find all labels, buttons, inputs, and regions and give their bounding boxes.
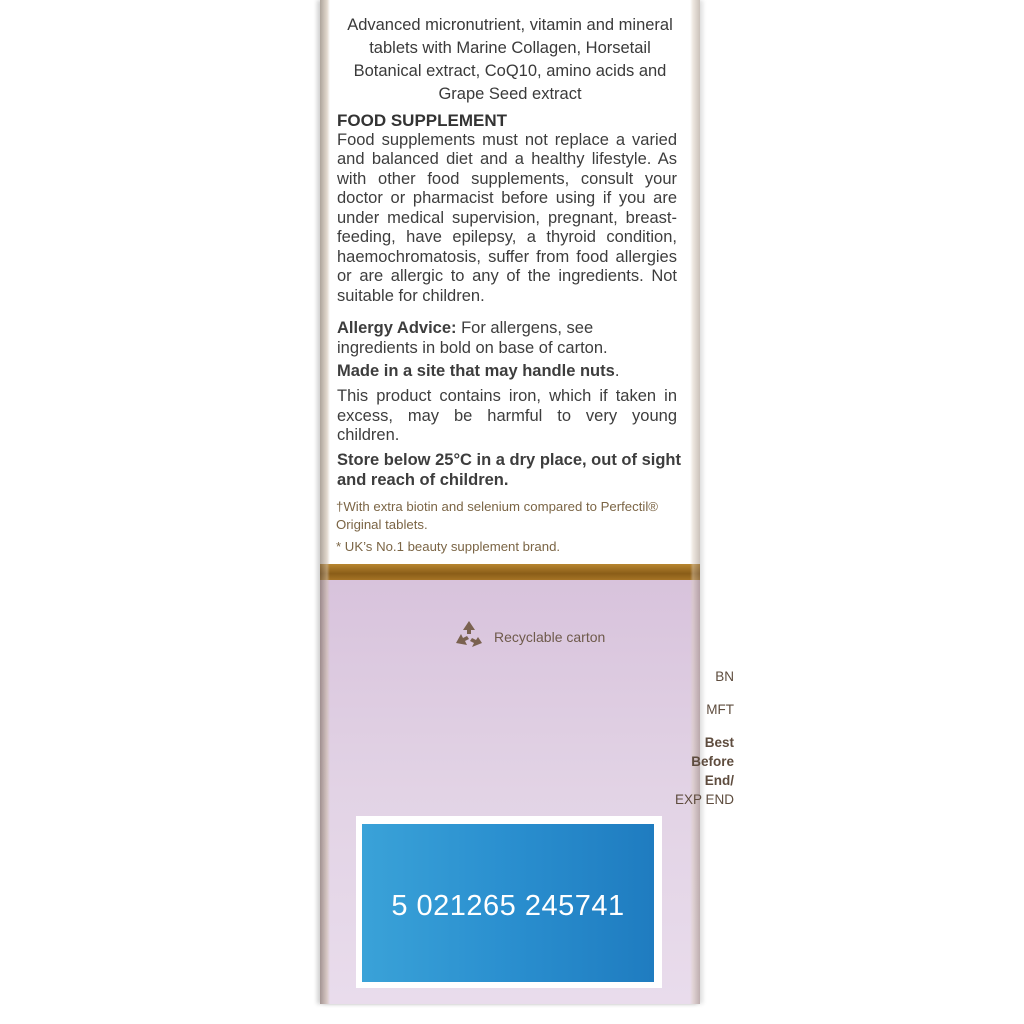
best-before-line-1: Best	[704, 735, 734, 750]
recyclable-carton-label	[452, 618, 605, 655]
nuts-warning	[337, 362, 677, 382]
footnote-brand: * UK’s No.1 beauty supplement brand.	[336, 539, 561, 554]
batch-number-label: BN	[715, 669, 734, 684]
supplement-section	[337, 111, 677, 306]
barcode-area	[356, 816, 662, 988]
best-before-label	[691, 733, 734, 790]
nuts-warning-bold: Made in a site that may handle nuts	[337, 362, 615, 380]
manufacture-date-label: MFT	[706, 702, 734, 717]
product-description: Advanced micronutrient, vitamin and mineral tablets with Marine Collagen, Horsetail Botanical extract, CoQ10, amino acids and Grape Seed extract	[347, 16, 673, 103]
footnote-biotin: †With extra biotin and selenium compared to Perfectil® Original tablets.	[336, 499, 658, 532]
storage-instructions: Store below 25°C in a dry place, out of sight and reach of children.	[337, 451, 681, 489]
barcode-panel	[362, 824, 654, 982]
best-before-line-3: End/	[704, 773, 734, 788]
recyclable-text: Recyclable carton	[494, 628, 606, 645]
supplement-warning-text: Food supplements must not replace a varied and balanced diet and a healthy lifestyle. As with other food supplements, consult your doctor or pharmacist before using if you are under medical supervision, pregnant, breast-feeding, have epilepsy, a thyroid condition, haemochromatosis, suffer from food allergies or are allergic to any of the ingredients. Not suitable for children.	[337, 130, 677, 305]
gold-stripe	[320, 564, 700, 580]
best-before-line-2: Before	[691, 754, 734, 769]
carton-right-edge	[690, 0, 700, 1004]
allergy-advice	[337, 319, 677, 358]
expiry-end-label: EXP END	[674, 792, 734, 807]
carton-left-edge	[320, 0, 330, 1004]
food-supplement-heading: FOOD SUPPLEMENT	[337, 111, 508, 130]
recycle-icon	[452, 618, 486, 655]
barcode-number: 5 021265 245741	[391, 889, 625, 922]
iron-warning: This product contains iron, which if taken in excess, may be harmful to very young children.	[337, 387, 677, 444]
allergy-label: Allergy Advice:	[337, 319, 457, 337]
allergy-text: For allergens, see ingredients in bold on base of carton.	[337, 319, 608, 357]
nuts-warning-end: .	[614, 362, 620, 380]
